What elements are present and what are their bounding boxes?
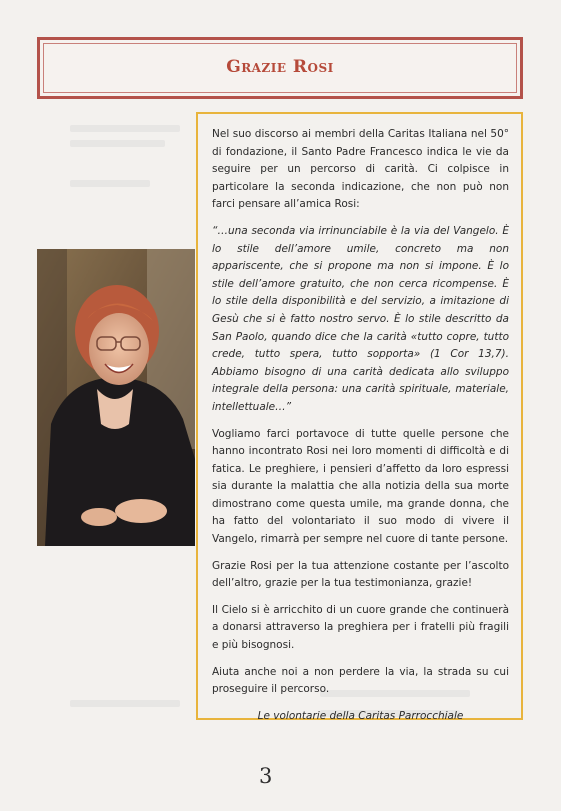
heaven-paragraph: Il Cielo si è arricchito di un cuore grande che continuerà a donarsi attraverso la preghiera per i fratelli più fragili e più bisognosi. bbox=[212, 603, 509, 652]
title-banner bbox=[37, 37, 523, 99]
portrait-photo bbox=[37, 249, 195, 546]
bleed-through-line bbox=[70, 180, 150, 187]
quote-paragraph: “…una seconda via irrinunciabile è la via del Vangelo. È lo stile dell’amore umile, concreto ma non appariscente, che si propone ma non si impone. È lo stile dell’amore gratuito, che non cerca ricompense. È lo stile della disponibilità e del servizio, a imitazione di Gesù che si è fatto nostro servo. È lo stile descritto da San Paolo, quando dice che la carità «tutto copre, tutto crede, tutto spera, tutto sopporta» (1 Cor 13,7). Abbiamo bisogno di una carità dedicata allo sviluppo integrale della persona: una carità spirituale, materiale, intellettuale…” bbox=[212, 224, 509, 413]
prayer-paragraph: Aiuta anche noi a non perdere la via, la strada su cui proseguire il percorso. bbox=[212, 665, 509, 696]
page-title: Grazie Rosi bbox=[226, 57, 334, 77]
intro-paragraph: Nel suo discorso ai membri della Caritas Italiana nel 50° di fondazione, il Santo Padre Francesco indica le vie da seguire per un percorso di carità. Ci colpisce in particolare la seconda indicazione, che non può non farci pensare all’amica Rosi: bbox=[212, 128, 509, 211]
article-text-box bbox=[196, 112, 523, 720]
tribute-paragraph: Vogliamo farci portavoce di tutte quelle persone che hanno incontrato Rosi nei loro momenti di difficoltà e di fatica. Le preghiere, i pensieri d’affetto da loro espressi sia durante la malattia che alla notizia della sua morte dimostrano come questa umile, ma grande donna, che ha fatto del volontariato il suo modo di vivere il Vangelo, rimarrà per sempre nel cuore di tante persone. bbox=[212, 427, 509, 546]
page-number: 3 bbox=[259, 764, 273, 788]
portrait-image bbox=[37, 249, 195, 546]
bleed-through-line bbox=[70, 125, 180, 132]
bleed-through-line bbox=[70, 140, 165, 147]
thanks-paragraph: Grazie Rosi per la tua attenzione costante per l’ascolto dell’altro, grazie per la tua testimonianza, grazie! bbox=[212, 559, 509, 590]
bleed-through-line bbox=[70, 700, 180, 707]
signature: Le volontarie della Caritas Parrocchiale bbox=[257, 709, 464, 722]
